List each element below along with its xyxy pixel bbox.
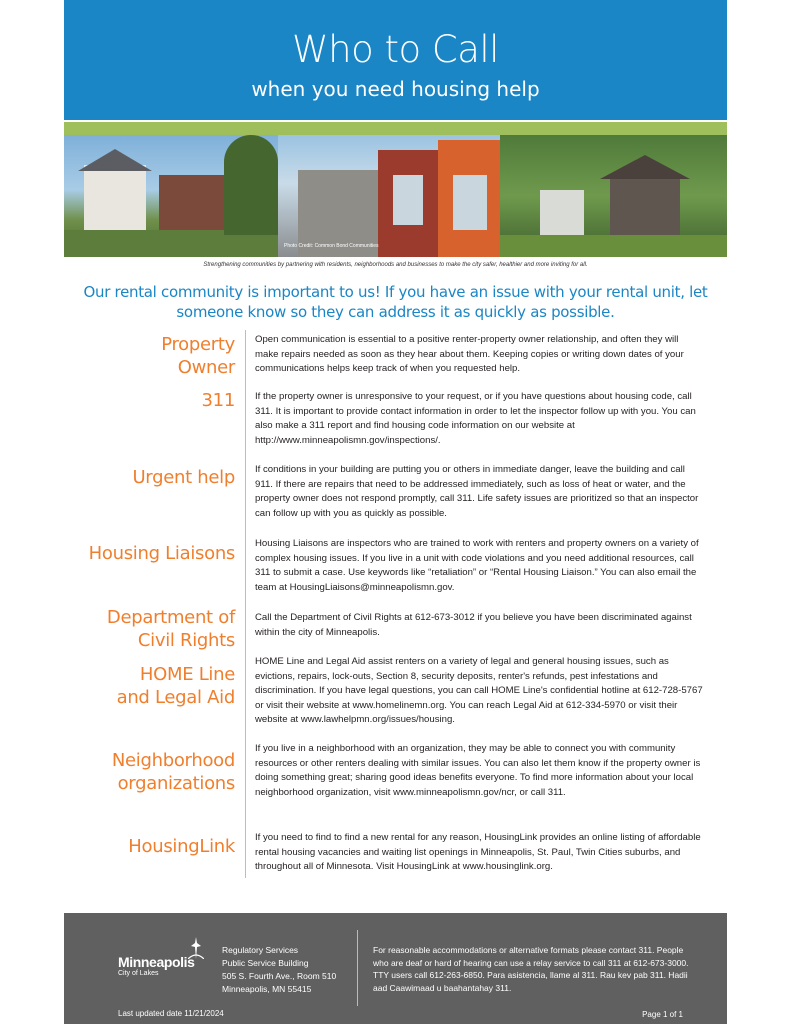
logo-tagline: City of Lakes: [118, 970, 159, 977]
text-neighborhood: If you live in a neighborhood with an organization, they may be able to connect you with community resources or other renters dealing with similar issues. You can also let them know if the property owner is doing something great; sharing good ideas benefits everyone. To find more information about your local neighborhood organization, visit www.minneapolismn.gov/ncr, or call 311.: [255, 743, 701, 798]
label-property-owner: Property Owner: [161, 334, 235, 378]
footer: [64, 913, 727, 1024]
column-divider: [245, 330, 246, 878]
text-housinglink: If you need to find to find a new rental for any reason, HousingLink provides an online listing of affordable rental housing vacancies and waiting list openings in Minneapolis, St. Paul, Twin Cities suburbs, and throughout all of Minnesota. Visit HousingLink at www.housinglink.org.: [255, 832, 701, 872]
text-home-line: HOME Line and Legal Aid assist renters on a variety of legal and general housing issues, such as evictions, repairs, lock-outs, Section 8, security deposits, renter's refunds, pest infestations and discrimination. If you have legal questions, you can call HOME Line's confidential hotline at 612-728-5767 or visit their website at www.homelinemn.org. You can reach Legal Aid at 612-334-5970 or visit their website at www.lawhelpmn.org/issues/housing.: [255, 656, 703, 725]
photo-credit: Photo Credit: Common Bond Communities: [284, 243, 379, 249]
home-photo: [500, 135, 727, 257]
house-photo: [64, 135, 278, 257]
page-title: Who to Call: [292, 28, 499, 71]
text-urgent-help: If conditions in your building are putting you or others in immediate danger, leave the building and call 911. If there are repairs that need to be addressed immediately, such as loss of heat or water, and the property owner does not respond promptly, call 311. Life safety issues are prioritized so that an inspector can follow up with you as quickly as possible.: [255, 464, 699, 519]
last-updated: Last updated date 11/21/2024: [118, 1009, 224, 1018]
apartment-photo: [278, 135, 500, 257]
text-housing-liaisons: Housing Liaisons are inspectors who are trained to work with renters and property owners on a variety of complex housing issues. If you live in a unit with code violations and you need additional resources, call 311 to submit a case. Use keywords like “retaliation” or “Rental Housing Liaison.” You can also email the team at HousingLiaisons@minneapolismn.gov.: [255, 538, 699, 593]
label-neighborhood: Neighborhood organizations: [111, 750, 235, 794]
office-address: Regulatory Services Public Service Building 505 S. Fourth Ave., Room 510 Minneapolis, MN 55415: [222, 945, 337, 994]
label-311: 311: [201, 390, 235, 411]
text-civil-rights: Call the Department of Civil Rights at 612-673-3012 if you believe you have been discriminated against within the city of Minneapolis.: [255, 612, 692, 638]
label-home-line: HOME Line and Legal Aid: [116, 664, 235, 708]
footer-divider: [357, 930, 358, 1006]
label-urgent-help: Urgent help: [132, 467, 235, 488]
city-logo: [118, 937, 224, 987]
header-banner: [64, 0, 727, 120]
photo-strip: [64, 135, 727, 257]
page-subtitle: when you need housing help: [251, 77, 540, 101]
logo-name: Minneapolis: [118, 954, 195, 970]
accessibility-notice: For reasonable accommodations or alternative formats please contact 311. People who are deaf or hard of hearing can use a relay service to call 311 at 612-673-3000. TTY users call 612-263-6850. Para asistencia, llame al 311. Rau kev pab 311. Hadii aad Caawimaad u baahantahay 311.: [373, 945, 689, 993]
photo-caption: Strengthening communities by partnering with residents, neighborhoods and businesses to make the city safer, healthier and more inviting for all.: [203, 262, 588, 268]
intro-text: Our rental community is important to us! If you have an issue with your rental unit, let someone know so they can address it as quickly as possible.: [83, 283, 708, 321]
text-property-owner: Open communication is essential to a positive renter-property owner relationship, and often they will make repairs needed as soon as they hear about them. Keeping copies or writing down dates of your communications helps keep track of when you requested help.: [255, 334, 684, 374]
label-housing-liaisons: Housing Liaisons: [88, 543, 235, 564]
text-311: If the property owner is unresponsive to your request, or if you have questions about housing code, call 311. It is important to provide contact information in order to let the inspector follow up with you. You can also make a 311 report and find housing code information on our website at http://www.minneapolismn.gov/inspections/.: [255, 391, 696, 446]
label-housinglink: HousingLink: [128, 836, 235, 857]
label-civil-rights: Department of Civil Rights: [106, 607, 235, 651]
page-number: Page 1 of 1: [642, 1010, 683, 1019]
accent-band: [64, 122, 727, 135]
